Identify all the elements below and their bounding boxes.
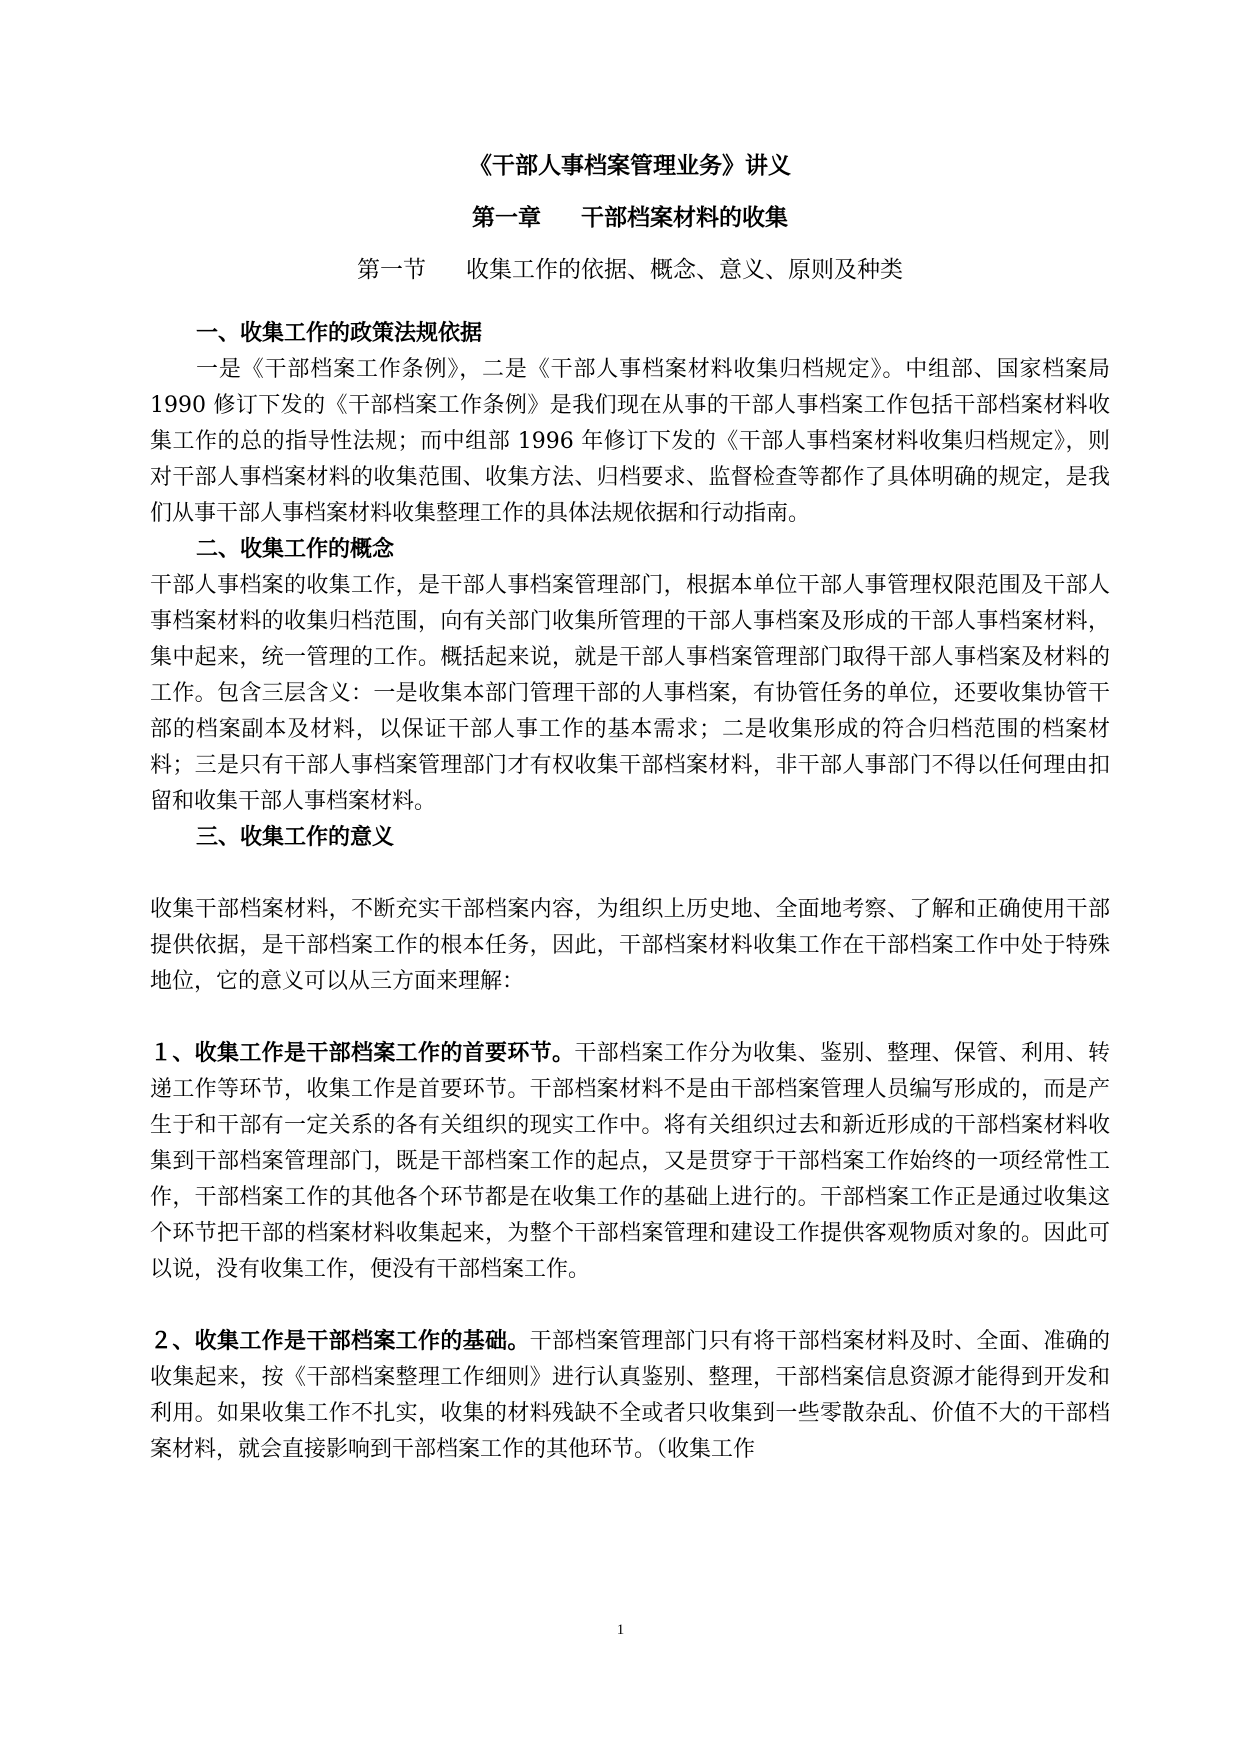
- page-number: 1: [616, 1622, 625, 1638]
- document-page: [150, 150, 1110, 1468]
- chapter-name: 干部档案材料的收集: [581, 205, 788, 231]
- paragraph-significance: 收集干部档案材料，不断充实干部档案内容，为组织上历史地、全面地考察、了解和正确使用干部提供依据，是干部档案工作的根本任务，因此，干部档案材料收集工作在干部档案工作中处于特殊地位，它的意义可以从三方面来理解：: [150, 897, 1110, 994]
- section-name: 收集工作的依据、概念、意义、原则及种类: [466, 257, 903, 283]
- chapter-number: 第一章: [472, 205, 541, 231]
- point-1-lead: １、收集工作是干部档案工作的首要环节。: [150, 1041, 575, 1066]
- point-2-lead: ２、收集工作是干部档案工作的基础。: [150, 1329, 530, 1354]
- document-title: 《干部人事档案管理业务》讲义: [469, 153, 791, 179]
- paragraph-first-link: [150, 1036, 1110, 1288]
- section-heading: [150, 254, 1110, 286]
- section-number: 第一节: [357, 257, 426, 283]
- paragraph-concept: 干部人事档案的收集工作，是干部人事档案管理部门，根据本单位干部人事管理权限范围及干部人事档案材料的收集归档范围，向有关部门收集所管理的干部人事档案及形成的干部人事档案材料，集中起来，统一管理的工作。概括起来说，就是干部人事档案管理部门取得干部人事档案及材料的工作。包含三层含义：一是收集本部门管理干部的人事档案，有协管任务的单位，还要收集协管干部的档案副本及材料，以保证干部人事工作的基本需求；二是收集形成的符合归档范围的档案材料；三是只有干部人事档案管理部门才有权收集干部档案材料，非干部人事部门不得以任何理由扣留和收集干部人事档案材料。: [150, 573, 1110, 814]
- paragraph-foundation: [150, 1324, 1110, 1468]
- heading-significance: 三、收集工作的意义: [196, 825, 395, 850]
- point-2-body: 干部档案管理部门只有将干部档案材料及时、全面、准确的收集起来，按《干部档案整理工作细则》进行认真鉴别、整理，干部档案信息资源才能得到开发和利用。如果收集工作不扎实，收集的材料残缺不全或者只收集到一些零散杂乱、价值不大的干部档案材料，就会直接影响到干部档案工作的其他环节。（收集工作: [150, 1329, 1110, 1462]
- heading-concept: 二、收集工作的概念: [196, 537, 395, 562]
- paragraph-basis: 一是《干部档案工作条例》，二是《干部人事档案材料收集归档规定》。中组部、国家档案局 1990 修订下发的《干部档案工作条例》是我们现在从事的干部人事档案工作包括干部档案材料收集工作的总的指导性法规；而中组部 1996 年修订下发的《干部人事档案材料收集归档规定》，则对干部人事档案材料的收集范围、收集方法、归档要求、监督检查等都作了具体明确的规定，是我们从事干部人事档案材料收集整理工作的具体法规依据和行动指南。: [150, 357, 1110, 526]
- heading-basis: 一、收集工作的政策法规依据: [196, 321, 483, 346]
- chapter-heading: [150, 202, 1110, 234]
- point-1-body: 干部档案工作分为收集、鉴别、整理、保管、利用、转递工作等环节，收集工作是首要环节。干部档案材料不是由干部档案管理人员编写形成的，而是产生于和干部有一定关系的各有关组织的现实工作中。将有关组织过去和新近形成的干部档案材料收集到干部档案管理部门，既是干部档案工作的起点，又是贯穿于干部档案工作始终的一项经常性工作，干部档案工作的其他各个环节都是在收集工作的基础上进行的。干部档案工作正是通过收集这个环节把干部的档案材料收集起来，为整个干部档案管理和建设工作提供客观物质对象的。因此可以说，没有收集工作，便没有干部档案工作。: [150, 1041, 1110, 1282]
